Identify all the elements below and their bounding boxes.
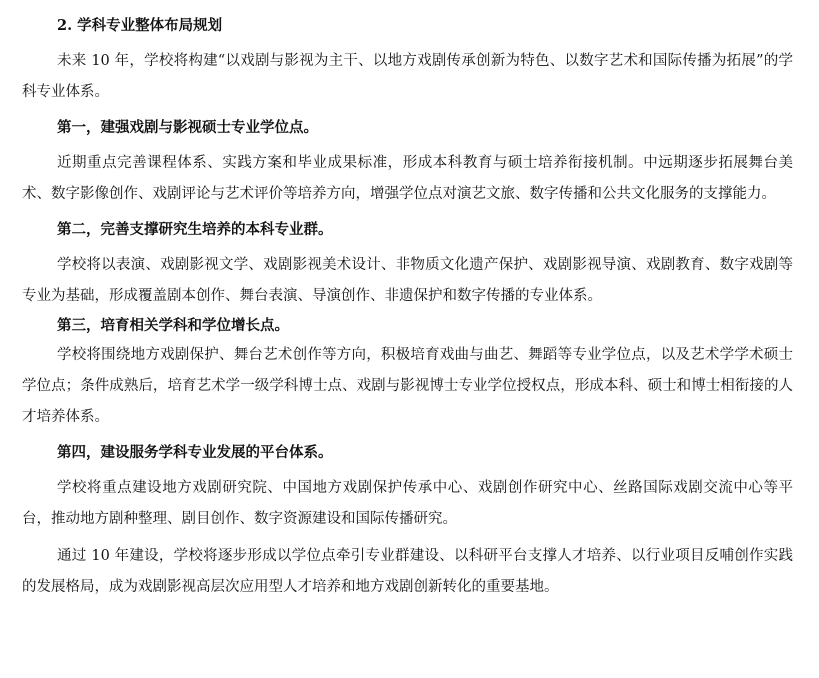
item-4-body: 学校将重点建设地方戏剧研究院、中国地方戏剧保护传承中心、戏剧创作研究中心、丝路国际戏剧交流中心等平台，推动地方剧种整理、剧目创作、数字资源建设和国际传播研究。 bbox=[22, 480, 793, 527]
item-2-body: 学校将以表演、戏剧影视文学、戏剧影视美术设计、非物质文化遗产保护、戏剧影视导演、戏剧教育、数字戏剧等专业为基础，形成覆盖剧本创作、舞台表演、导演创作、非遗保护和数字传播的专业体系。 bbox=[22, 257, 793, 304]
item-3-body: 学校将围绕地方戏剧保护、舞台艺术创作等方向，积极培育戏曲与曲艺、舞蹈等专业学位点，以及艺术学学术硕士学位点；条件成熟后，培育艺术学一级学科博士点、戏剧与影视博士专业学位授权点，形成本科、硕士和博士相衔接的人才培养体系。 bbox=[22, 347, 793, 425]
conclusion-paragraph: 通过 10 年建设，学校将逐步形成以学位点牵引专业群建设、以科研平台支撑人才培养、以行业项目反哺创作实践的发展格局，成为戏剧影视高层次应用型人才培养和地方戏剧创新转化的重要基地。 bbox=[22, 548, 793, 595]
item-2-heading: 第二，完善支撑研究生培养的本科专业群。 bbox=[57, 221, 333, 238]
intro-paragraph: 未来 10 年，学校将构建“以戏剧与影视为主干、以地方戏剧传承创新为特色、以数字艺术和国际传播为拓展”的学科专业体系。 bbox=[22, 53, 793, 100]
item-1-heading: 第一，建强戏剧与影视硕士专业学位点。 bbox=[57, 119, 318, 136]
item-3-heading: 第三，培育相关学科和学位增长点。 bbox=[57, 317, 289, 334]
item-4-heading: 第四，建设服务学科专业发展的平台体系。 bbox=[57, 444, 333, 461]
section-title: 2. 学科专业整体布局规划 bbox=[57, 17, 223, 34]
item-1-body: 近期重点完善课程体系、实践方案和毕业成果标准，形成本科教育与硕士培养衔接机制。中远期逐步拓展舞台美术、数字影像创作、戏剧评论与艺术评价等培养方向，增强学位点对演艺文旅、数字传播和公共文化服务的支撑能力。 bbox=[22, 155, 793, 202]
